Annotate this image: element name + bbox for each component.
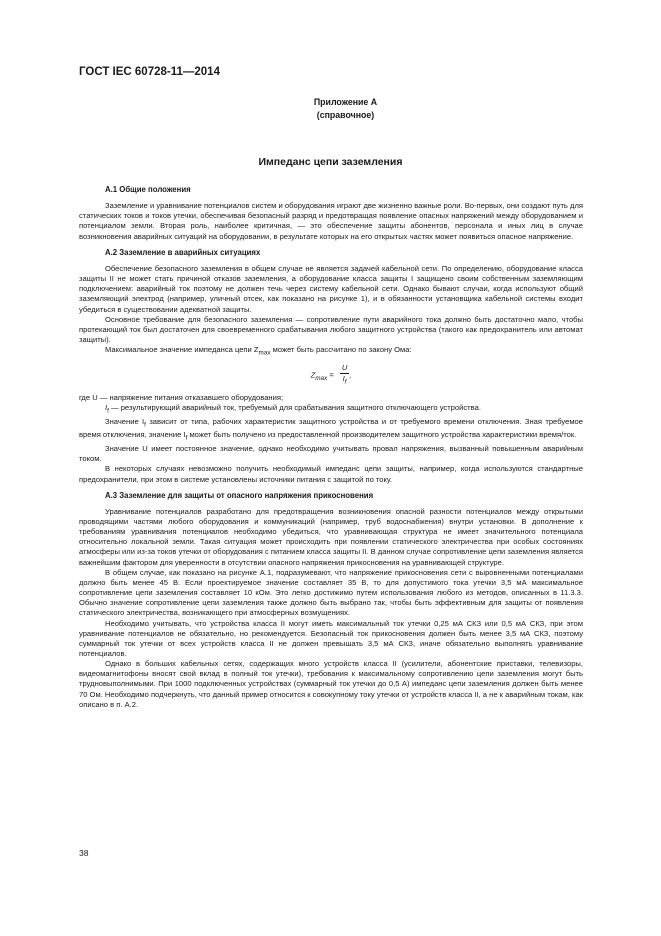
paragraph: Однако в больших кабельных сетях, содержащих много устройств класса II (усилители, абонентские приставки, телевизоры, видеомагнитофоны вносят свой вклад в полный ток утечки), требования к максимальному сопротивлению цепи заземления могут быть трудновыполнимыми. При 1000 подключенных устройствах (суммарный ток утечки до 0,5 А) импеданс цепи заземления должен быть менее 70 Ом. Необходимо подчеркнуть, что данный пример относится к совокупному току утечки от устройств класса II, а не к аварийным токам, как описано в п. А.2. [79, 659, 583, 709]
page-number: 38 [79, 848, 89, 858]
annex-subtitle: (справочное) [316, 110, 375, 120]
formula-where-if: $I_f$ — результирующий аварийный ток, требуемый для срабатывания защитного отключающего устройства. [105, 403, 481, 415]
paragraph: Уравнивание потенциалов разработано для предотвращения возникновения опасной разности потенциалов между открытыми проводящими частями любого оборудования и коммуникаций (например, труб водоснабжения) внутри установки. В дополнение к требованиям уравнивания потенциалов необходимо убедиться, что уравнивающая структура не имеет значительного потенциала относительно локальной земли. Такая ситуация может происходить при появлении статического электричества при особых состояниях атмосферы или из-за токов утечки от оборудования с питанием класса защиты II. В данном случае сопротивление цепи заземления является важнейшим фактором для уверенности в отсутствии опасного напряжения прикосновения на уравнивающей структуре. [79, 506, 583, 567]
formula-where-u: где U — напряжение питания отказавшего оборудования; [79, 392, 284, 402]
document-body [79, 185, 583, 710]
formula-zmax: $Z_{max}$ = $\frac{U}{I_f}$ , [310, 362, 352, 386]
paragraph: В общем случае, как показано на рисунке А.1, подразумевают, что напряжение прикосновения сети с выровненными потенциалами должно быть менее 45 В. Если проектируемое значение составляет 35 В, то для допустимого тока утечки 3,5 мА максимальное сопротивление цепи заземления составляет 10 кОм. Это легко достижимо путем использования любого из методов, описанных в 11.3.3. Обычно значение сопротивление цепи заземления также должно быть выбрано так, чтобы быть эффективным для защиты от появления статического электричества, возникающего при атмосферных возмущениях. [79, 567, 583, 618]
paragraph: Необходимо учитывать, что устройства класса II могут иметь максимальный ток утечки 0,25 мА СКЗ или 0,5 мА СКЗ, при этом уравнивание потенциалов не обязательно, но рекомендуется. Безопасный ток прикосновения должен быть менее 3,5 мА СКЗ, поэтому суммарный ток утечки от всех устройств класса II не должен превышать 3,5 мА СКЗ, иначе обязательно выполнять уравнивание потенциалов. [79, 618, 583, 658]
document-header: ГОСТ IEC 60728-11—2014 [79, 66, 220, 78]
annex-title: Приложение А [313, 97, 378, 107]
annex-heading [0, 96, 661, 122]
paragraph: Заземление и уравнивание потенциалов систем и оборудования играют две жизненно важные роли. Во-первых, они создают путь для статических токов и токов утечки, обеспечивая безопасный разряд и предотвращая появление опасных напряжений между оборудованием и потенциалом земли. Вторая роль, наиболее критичная, — это обеспечение защиты абонентов, персонала и иных лиц в случае возникновения аварийных ситуаций на оборудовании, в результате которых на его открытых частях может появиться опасное напряжение. [79, 201, 583, 241]
paragraph: Основное требование для безопасного заземления — сопротивление пути аварийного тока должно быть достаточно мало, чтобы протекающий ток был достаточен для своевременного срабатывания любого защитного устройства (такого как предохранитель или автомат защиты). [79, 314, 583, 345]
section-heading-a3: А.3 Заземление для защиты от опасного напряжения прикосновения [105, 490, 374, 500]
section-heading-a2: А.2 Заземление в аварийных ситуациях [105, 247, 261, 257]
paragraph: Обеспечение безопасного заземления в общем случае не является задачей кабельной сети. По определению, оборудование класса защиты II не может стать причиной отказов заземления, а оборудование класса защиты I защищено своим собственным заземляющим подключением: аварийный ток поэтому не должен течь через систему кабельной сети. Однако бывают случаи, когда используют общий заземляющий электрод (например, уличный отсек, как показано на рисунке 1), и в обязанности установщика кабельной системы входит убедиться в существовании адекватной защиты. [79, 263, 583, 314]
paragraph-ohm-law: Максимальное значение импеданса цепи $Z_{max}$ может быть рассчитано по закону Ома: [105, 345, 412, 357]
document-title: Импеданс цепи заземления [258, 156, 403, 168]
paragraph: Значение U имеет постоянное значение, однако необходимо учитывать провал напряжения, вызванный повышенным аварийным током. [79, 444, 583, 464]
section-heading-a1: А.1 Общие положения [105, 185, 191, 194]
paragraph: В некоторых случаях невозможно получить необходимый импеданс цепи защиты, например, когда используются стандартные предохранители, при этом в системе установлены источники питания с защитой по току. [79, 464, 583, 484]
paragraph-if: Значение $I_f$ зависит от типа, рабочих характеристик защитного устройства и от требуемого времени отключения. Зная требуемое время отключения, значение $I_f$ может быть получено из предоставленной производителем защитного устройства характеристики время/ток. [79, 416, 583, 442]
